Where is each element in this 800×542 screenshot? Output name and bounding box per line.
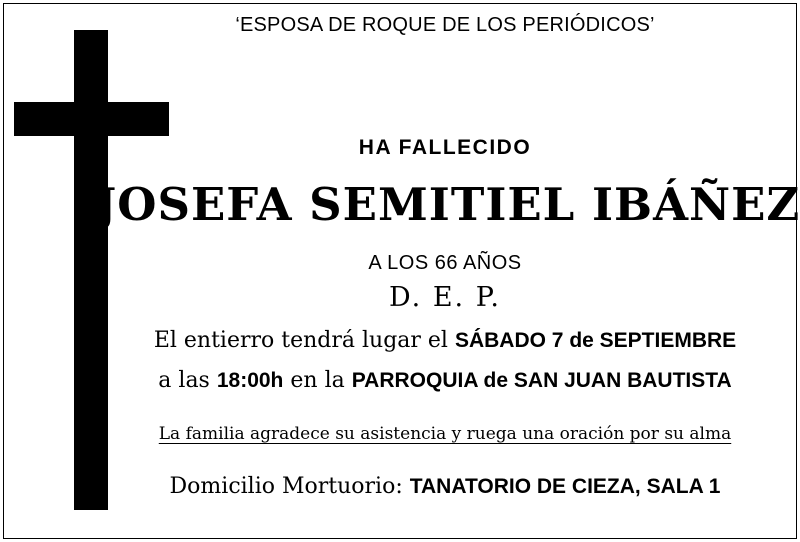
rest-in-peace-text: D. E. P. bbox=[388, 282, 501, 313]
burial-date-line bbox=[95, 328, 795, 353]
burial-time-prefix: a las bbox=[158, 368, 217, 393]
mortuary-line bbox=[95, 474, 795, 499]
epithet-text: ‘ESPOSA DE ROQUE DE LOS PERIÓDICOS’ bbox=[235, 14, 655, 36]
burial-place-connector: en la bbox=[283, 368, 352, 393]
deceased-age: A LOS 66 AÑOS bbox=[368, 252, 522, 274]
mortuary-place: TANATORIO DE CIEZA, SALA 1 bbox=[409, 475, 721, 498]
death-announcement-label: HA FALLECIDO bbox=[358, 136, 532, 159]
burial-place-line bbox=[95, 368, 795, 393]
obituary-text-column bbox=[95, 0, 800, 542]
burial-date-prefix: El entierro tendrá lugar el bbox=[153, 328, 455, 353]
deceased-name: JOSEFA SEMITIEL IBÁÑEZ bbox=[95, 178, 800, 231]
mortuary-label: Domicilio Mortuorio: bbox=[169, 474, 410, 499]
burial-place-value: PARROQUIA de SAN JUAN BAUTISTA bbox=[351, 369, 732, 392]
family-thanks-note: La familia agradece su asistencia y ruega una oración por su alma bbox=[158, 424, 732, 444]
burial-time-value: 18:00h bbox=[216, 369, 284, 392]
burial-date-value: SÁBADO 7 de SEPTIEMBRE bbox=[454, 329, 737, 352]
